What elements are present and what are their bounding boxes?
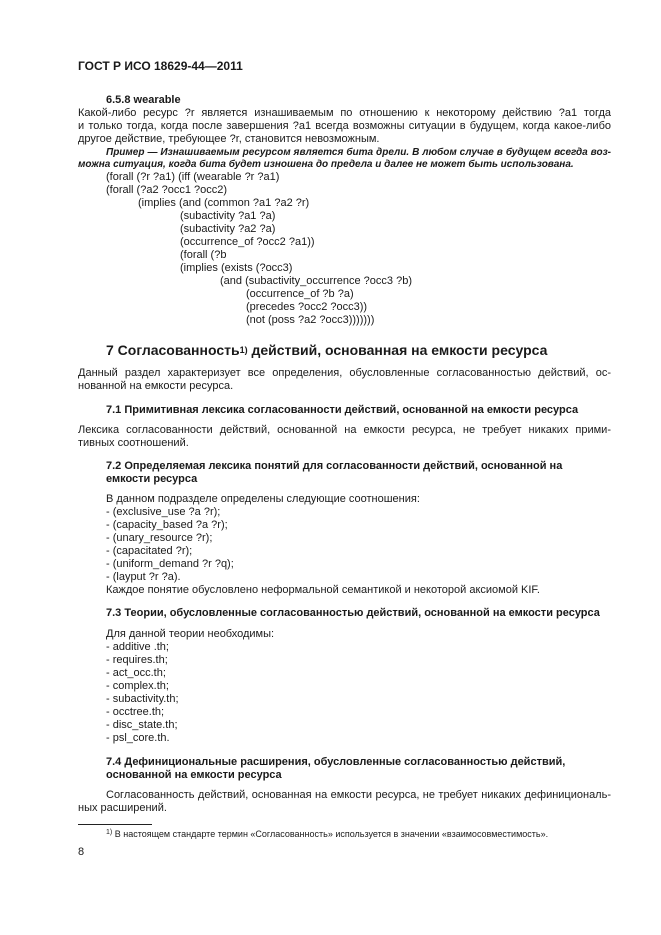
s72-intro: В данном подразделе определены следующие соотношения:: [106, 493, 420, 505]
example-line2: можна ситуация, когда бита будет изношена до предела и далее не может быть использована.: [78, 159, 574, 170]
s71-para-line2: тивных соотношений.: [78, 437, 189, 449]
section-7-3-title: 7.3 Теории, обусловленные согласованностью действий, основанной на емкости ресурса: [106, 607, 600, 619]
list-item: - (exclusive_use ?a ?r);: [106, 506, 221, 518]
section-7-4-title-line2: основанной на емкости ресурса: [106, 769, 282, 781]
footnote-divider: [78, 824, 152, 825]
list-item: - occtree.th;: [106, 706, 165, 718]
list-item: - requires.th;: [106, 654, 168, 666]
code-line: (forall (?b: [180, 249, 227, 261]
list-item: - act_occ.th;: [106, 667, 166, 679]
section-6-5-8-title: 6.5.8 wearable: [106, 94, 181, 106]
code-line: (implies (exists (?occ3): [180, 262, 293, 274]
section-7-4-title-line1: 7.4 Дефинициональные расширения, обусловленные согласованностью действий,: [106, 756, 566, 768]
list-item: - (capacitated ?r);: [106, 545, 193, 557]
code-line: (and (subactivity_occurrence ?occ3 ?b): [220, 275, 412, 287]
code-line: (implies (and (common ?a1 ?a2 ?r): [138, 197, 310, 209]
list-item: - subactivity.th;: [106, 693, 179, 705]
section-7-title-part2: действий, основанная на емкости ресурса: [247, 342, 548, 358]
code-line: (occurrence_of ?b ?a): [246, 288, 354, 300]
s72-outro: Каждое понятие обусловлено неформальной семантикой и некоторой аксиомой KIF.: [106, 584, 540, 596]
example-line1: Пример — Изнашиваемым ресурсом является бита дрели. В любом случае в будущем всегда воз-: [106, 147, 611, 158]
s658-para-line2: и только тогда, когда после завершения ?a1 всегда возможны ситуации в будущем, когда какое-либо: [78, 120, 611, 132]
section-7-title-part1: 7 Согласованность: [106, 342, 240, 358]
list-item: - psl_core.th.: [106, 732, 170, 744]
list-item: - (layput ?r ?a).: [106, 571, 181, 583]
s71-para-line1: Лексика согласованности действий, основанной на емкости ресурса, не требует никаких прими-: [78, 424, 611, 436]
section-7-2-title-line1: 7.2 Определяемая лексика понятий для согласованности действий, основанной на: [106, 460, 563, 472]
s7-para-line2: нованной на емкости ресурса.: [78, 380, 234, 392]
code-line: (precedes ?occ2 ?occ3)): [246, 301, 368, 313]
code-line: (not (poss ?a2 ?occ3))))))): [246, 314, 375, 326]
s74-para-line1: Согласованность действий, основанная на емкости ресурса, не требует никаких дефинициональ-: [106, 789, 611, 801]
list-item: - (capacity_based ?a ?r);: [106, 519, 228, 531]
section-7-title: [106, 342, 547, 358]
code-line: (forall (?a2 ?occ1 ?occ2): [106, 184, 228, 196]
s658-para-line3: другое действие, требующее ?r, становится невозможным.: [78, 133, 380, 145]
s74-para-line2: ных расширений.: [78, 802, 167, 814]
list-item: - additive .th;: [106, 641, 169, 653]
list-item: - (unary_resource ?r);: [106, 532, 213, 544]
footnote-text: В настоящем стандарте термин «Согласованность» используется в значении «взаимосовместимость».: [112, 829, 549, 839]
footnote-ref: 1): [239, 345, 248, 355]
section-7-2-title-line2: емкости ресурса: [106, 473, 198, 485]
s658-para-line1: Какой-либо ресурс ?r является изнашиваемым по отношению к некоторому действию ?a1 тогда: [78, 107, 611, 119]
list-item: - disc_state.th;: [106, 719, 178, 731]
code-line: (occurrence_of ?occ2 ?a1)): [180, 236, 315, 248]
section-7-1-title: 7.1 Примитивная лексика согласованности действий, основанной на емкости ресурса: [106, 404, 579, 416]
page-number: 8: [78, 846, 85, 858]
list-item: - (uniform_demand ?r ?q);: [106, 558, 234, 570]
code-line: (subactivity ?a2 ?a): [180, 223, 276, 235]
s73-intro: Для данной теории необходимы:: [106, 628, 275, 640]
footnote-mark: 1): [106, 829, 113, 836]
list-item: - complex.th;: [106, 680, 169, 692]
footnote: [106, 829, 548, 839]
code-line: (forall (?r ?a1) (iff (wearable ?r ?a1): [106, 171, 280, 183]
document-header: ГОСТ Р ИСО 18629-44—2011: [78, 59, 243, 73]
code-line: (subactivity ?a1 ?a): [180, 210, 276, 222]
s7-para-line1: Данный раздел характеризует все определения, обусловленные согласованностью действий, ос-: [78, 367, 611, 379]
